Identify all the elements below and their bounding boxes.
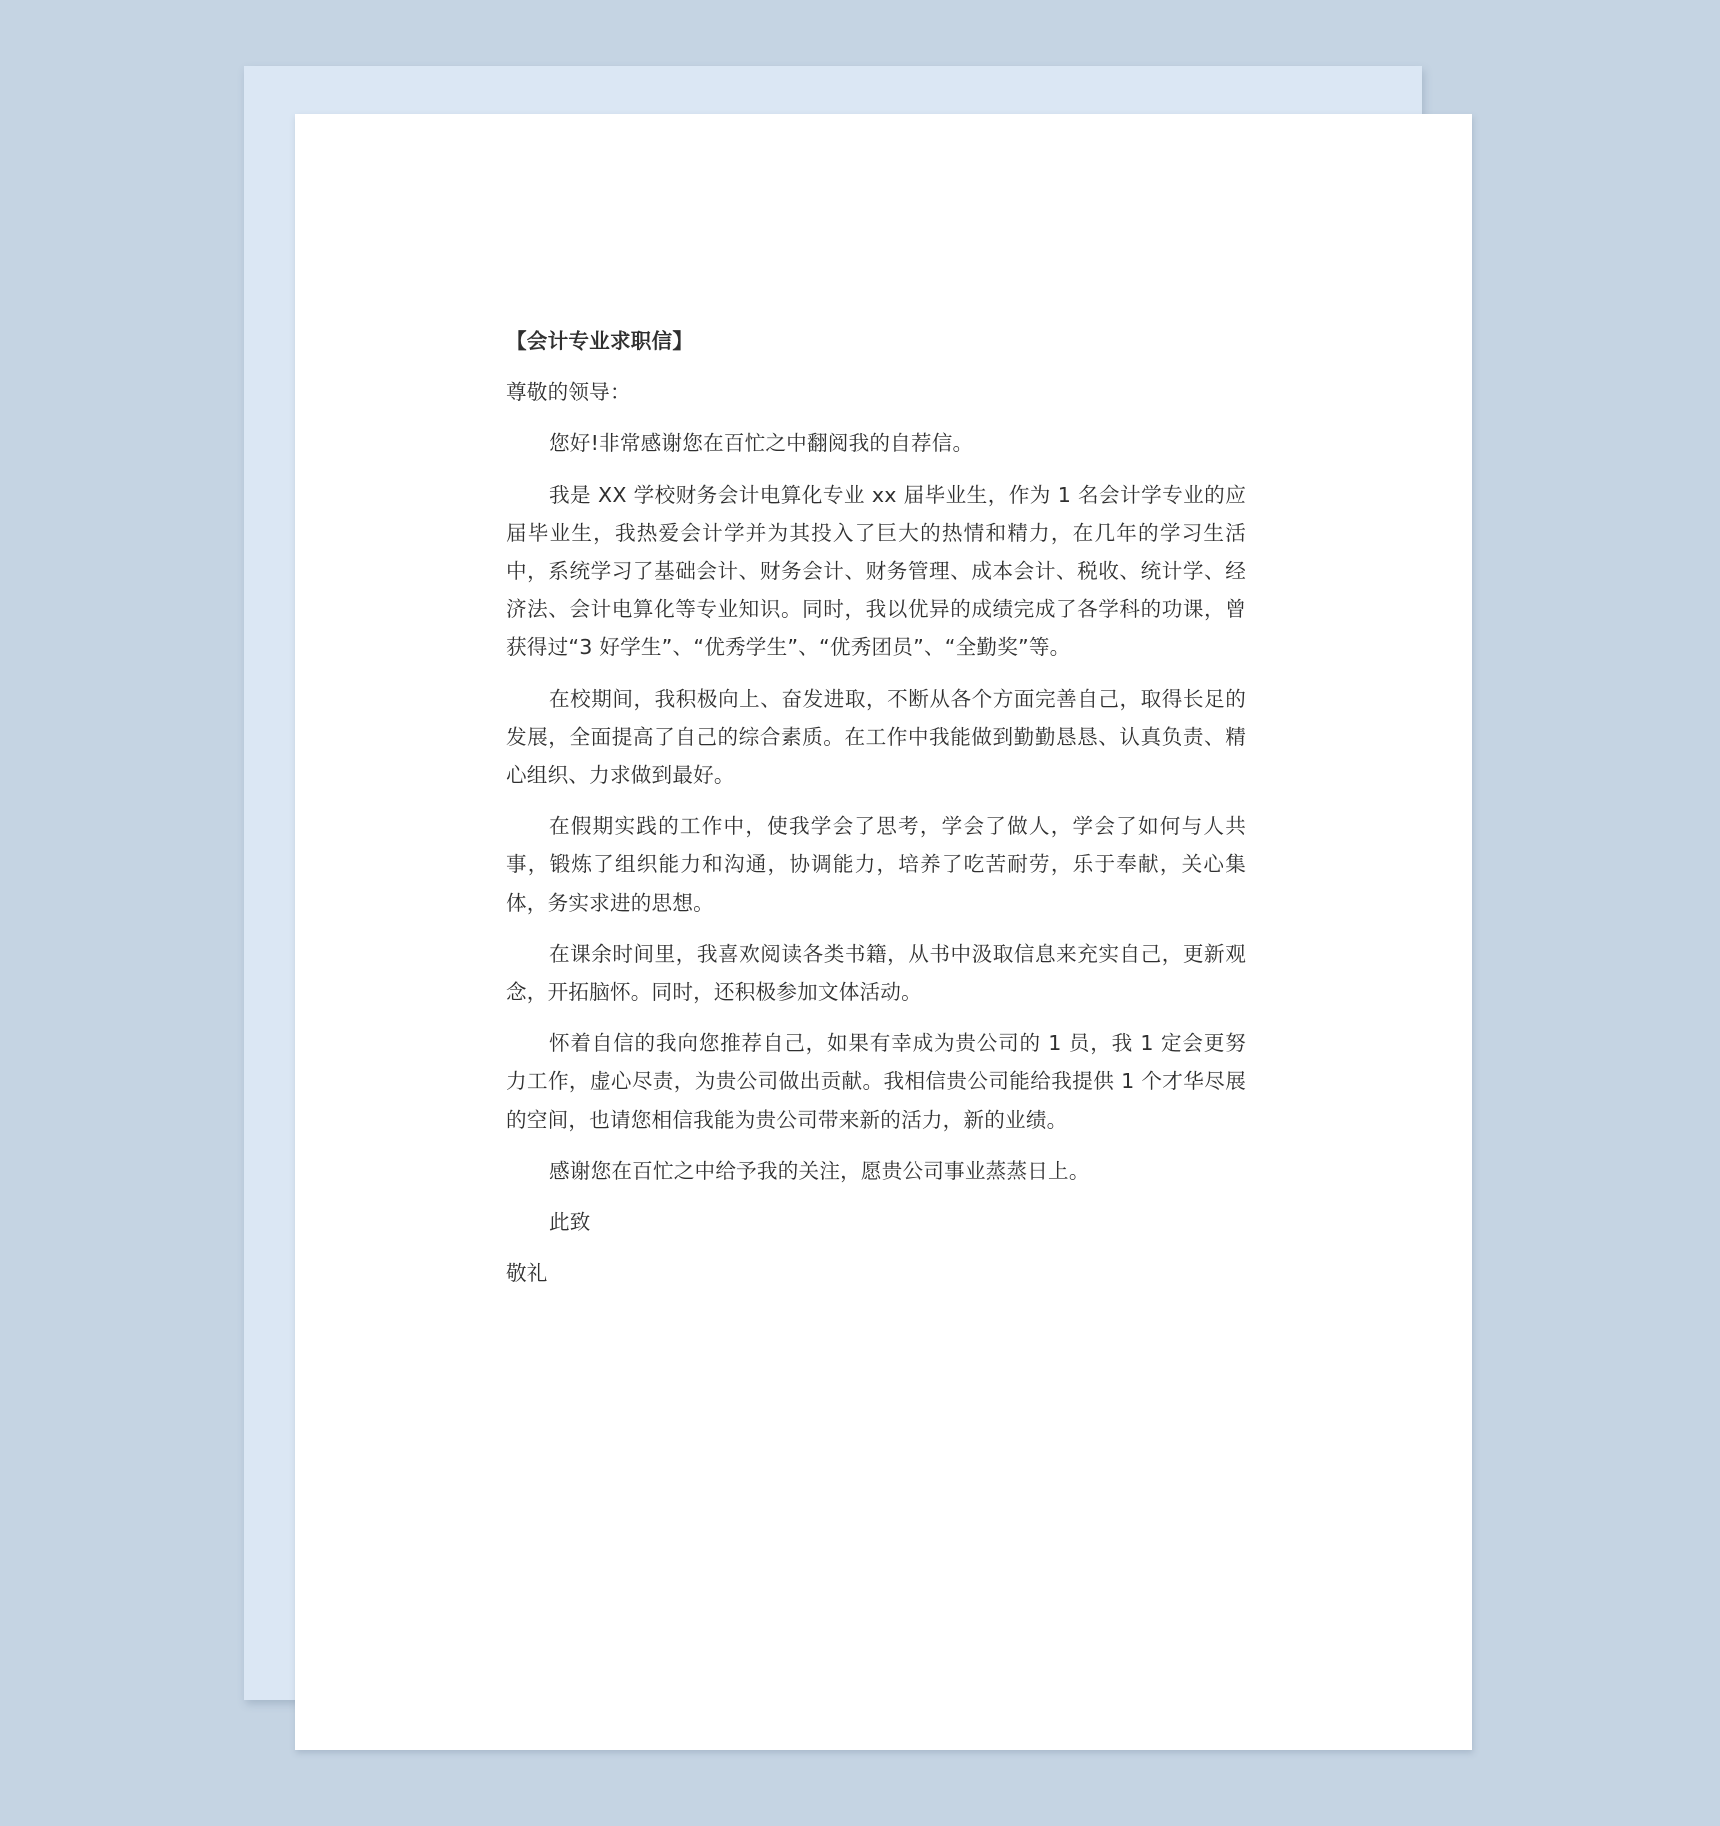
body-paragraph-4: 在假期实践的工作中，使我学会了思考，学会了做人，学会了如何与人共事，锻炼了组织能力和沟通，协调能力，培养了吃苦耐劳，乐于奉献，关心集体，务实求进的思想。	[506, 814, 1246, 915]
body-paragraph-7: 感谢您在百忙之中给予我的关注，愿贵公司事业蒸蒸日上。	[549, 1158, 1090, 1183]
body-paragraph-2: 我是 XX 学校财务会计电算化专业 xx 届毕业生，作为 1 名会计学专业的应届毕业生，我热爱会计学并为其投入了巨大的热情和精力，在几年的学习生活中，系统学习了基础会计、财务会计、财务管理、成本会计、税收、统计学、经济法、会计电算化等专业知识。同时，我以优异的成绩完成了各学科的功课，曾获得过“3 好学生”、“优秀学生”、“优秀团员”、“全勤奖”等。	[506, 482, 1246, 660]
salute-line: 敬礼	[506, 1261, 548, 1286]
cover-letter-body	[506, 322, 1246, 1292]
document-title: 【会计专业求职信】	[506, 329, 694, 353]
salutation-line: 尊敬的领导：	[506, 380, 631, 405]
body-paragraph-3: 在校期间，我积极向上、奋发进取，不断从各个方面完善自己，取得长足的发展，全面提高了自己的综合素质。在工作中我能做到勤勤恳恳、认真负责、精心组织、力求做到最好。	[506, 686, 1246, 788]
document-page	[295, 114, 1472, 1750]
closing-line: 此致	[549, 1210, 591, 1235]
body-paragraph-5: 在课余时间里，我喜欢阅读各类书籍，从书中汲取信息来充实自己，更新观念，开拓脑怀。同时，还积极参加文体活动。	[506, 941, 1246, 1005]
body-paragraph-6: 怀着自信的我向您推荐自己，如果有幸成为贵公司的 1 员，我 1 定会更努力工作，虚心尽责，为贵公司做出贡献。我相信贵公司能给我提供 1 个才华尽展的空间，也请您相信我能为贵公司带来新的活力，新的业绩。	[506, 1031, 1246, 1132]
body-paragraph-1: 您好!非常感谢您在百忙之中翻阅我的自荐信。	[549, 431, 974, 456]
